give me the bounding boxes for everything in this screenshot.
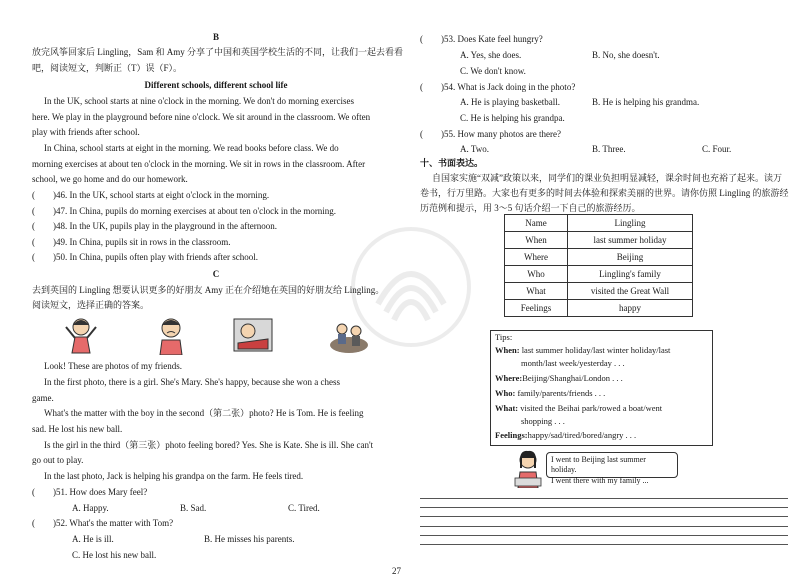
q51-option-c[interactable]: C. Tired. — [288, 503, 320, 513]
table-row — [505, 300, 693, 317]
tips-label: Tips: — [495, 332, 513, 342]
q55-option-c[interactable]: C. Four. — [702, 144, 732, 154]
table-key: Where — [505, 249, 568, 266]
q54-option-b[interactable]: B. He is helping his grandma. — [592, 97, 700, 107]
q53-option-b[interactable]: B. No, she doesn't. — [592, 50, 660, 60]
q52-option-a[interactable]: A. He is ill. — [72, 534, 114, 544]
writing-line[interactable] — [420, 507, 788, 508]
q54-option-c[interactable]: C. He is helping his grandpa. — [460, 113, 565, 123]
tips-feelings-key: Feelings: — [495, 430, 528, 440]
q54-option-a[interactable]: A. He is playing basketball. — [460, 97, 560, 107]
table-value: Lingling — [568, 215, 693, 232]
passage-b-p2-line-1: In China, school starts at eight in the morning. We read books before class. We do — [44, 143, 339, 153]
passage-b-p1-line-3: play with friends after school. — [32, 127, 140, 137]
q51-option-a[interactable]: A. Happy. — [72, 503, 109, 513]
travel-info-table — [504, 214, 693, 317]
section-b-intro-line-1: 放完风筝回家后 Lingling，Sam 和 Amy 分享了中国和英国学校生活的不同，让我们一起去看看 — [32, 47, 404, 57]
q52-option-b[interactable]: B. He misses his parents. — [204, 534, 295, 544]
question-52[interactable]: ( )52. What's the matter with Tom? — [32, 518, 174, 528]
passage-b-p2-line-2: morning exercises at about ten o'clock in the morning. We sit in rows in the classroom. After — [32, 159, 366, 169]
table-row — [505, 266, 693, 283]
tips-where-value: Beijing/Shanghai/London . . . — [522, 373, 623, 383]
passage-c-p4: In the last photo, Jack is helping his grandpa on the farm. He feels tired. — [44, 471, 304, 481]
q51-option-b[interactable]: B. Sad. — [180, 503, 207, 513]
farm-grandpa-illustration — [328, 313, 370, 355]
passage-c-p1-line-1: In the first photo, there is a girl. She's Mary. She's happy, because she won a chess — [44, 377, 341, 387]
table-value: last summer holiday — [568, 232, 693, 249]
q53-option-a[interactable]: A. Yes, she does. — [460, 50, 522, 60]
passage-b-p1-line-1: In the UK, school starts at nine o'clock in the morning. We don't do morning exercises — [44, 96, 355, 106]
table-value: visited the Great Wall — [568, 283, 693, 300]
table-key: Name — [505, 215, 568, 232]
happy-girl-illustration — [60, 313, 102, 355]
question-47[interactable]: ( )47. In China, pupils do morning exercises at about ten o'clock in the morning. — [32, 206, 337, 216]
tips-who-key: Who: — [495, 388, 516, 398]
tips-what-value-1: visited the Beihai park/rowed a boat/went — [520, 403, 663, 413]
question-50[interactable]: ( )50. In China, pupils often play with friends after school. — [32, 252, 258, 262]
q52-option-c[interactable]: C. He lost his new ball. — [72, 550, 157, 560]
section-c-intro-line-1: 去到英国的 Lingling 想要认识更多的好朋友 Amy 正在介绍她在英国的好朋友给 Lingling。 — [32, 285, 385, 295]
tips-when-value-2: month/last week/yesterday . . . — [521, 358, 625, 368]
table-key: What — [505, 283, 568, 300]
writing-heading: 十、书面表达。 — [420, 158, 484, 168]
tips-box — [490, 330, 713, 446]
tips-what-value-2: shopping . . . — [521, 416, 565, 426]
tips-when-key: When: — [495, 345, 520, 355]
passage-b-title: Different schools, different school life — [144, 80, 288, 90]
writing-line[interactable] — [420, 526, 788, 527]
passage-c-p3-line-2: go out to play. — [32, 455, 84, 465]
q55-option-b[interactable]: B. Three. — [592, 144, 626, 154]
table-key: Who — [505, 266, 568, 283]
passage-c-p1-line-2: game. — [32, 393, 54, 403]
lingling-illustration — [512, 448, 544, 488]
bubble-line-1: I went to Beijing last summer holiday. — [551, 455, 646, 475]
table-row — [505, 283, 693, 300]
speech-bubble — [546, 452, 678, 485]
page-number: 27 — [392, 566, 401, 576]
section-c-intro-line-2: 阅读短文，选择正确的答案。 — [32, 300, 150, 310]
tips-where-key: Where: — [495, 373, 523, 383]
passage-c-p3-line-1: Is the girl in the third（第三张）photo feeling bored? Yes. She is Kate. She is ill. She can't — [44, 440, 374, 450]
sick-girl-illustration — [232, 313, 274, 355]
writing-line[interactable] — [420, 544, 788, 545]
table-row — [505, 215, 693, 232]
question-54[interactable]: ( )54. What is Jack doing in the photo? — [420, 82, 576, 92]
sad-boy-illustration — [150, 313, 192, 355]
table-row — [505, 232, 693, 249]
passage-c-p2-line-2: sad. He lost his new ball. — [32, 424, 123, 434]
q53-option-c[interactable]: C. We don't know. — [460, 66, 526, 76]
table-value: happy — [568, 300, 693, 317]
question-48[interactable]: ( )48. In the UK, pupils play in the playground in the afternoon. — [32, 221, 277, 231]
passage-b-p2-line-3: school, we go home and do our homework. — [32, 174, 188, 184]
table-key: Feelings — [505, 300, 568, 317]
writing-line[interactable] — [420, 516, 788, 517]
section-c-heading: C — [212, 269, 220, 279]
writing-line[interactable] — [420, 535, 788, 536]
question-46[interactable]: ( )46. In the UK, school starts at eight o'clock in the morning. — [32, 190, 270, 200]
table-value: Lingling's family — [568, 266, 693, 283]
table-key: When — [505, 232, 568, 249]
question-55[interactable]: ( )55. How many photos are there? — [420, 129, 561, 139]
section-b-intro-line-2: 吧，阅读短文，判断正（T）误（F）。 — [32, 63, 183, 73]
table-row — [505, 249, 693, 266]
passage-c-p2-line-1: What's the matter with the boy in the second（第二张）photo? He is Tom. He is feeling — [44, 408, 364, 418]
tips-feelings-value: happy/sad/tired/bored/angry . . . — [527, 430, 637, 440]
writing-line[interactable] — [420, 498, 788, 499]
friend-photos — [32, 313, 400, 358]
table-value: Beijing — [568, 249, 693, 266]
bubble-line-2: I went there with my family ... — [551, 475, 649, 485]
passage-c-p0: Look! These are photos of my friends. — [44, 361, 183, 371]
tips-what-key: What: — [495, 403, 519, 413]
q55-option-a[interactable]: A. Two. — [460, 144, 489, 154]
tips-when-value-1: last summer holiday/last winter holiday/last — [521, 345, 671, 355]
passage-b-p1-line-2: here. We play in the playground before nine o'clock. We sit around in the classroom. We often — [32, 112, 371, 122]
question-53[interactable]: ( )53. Does Kate feel hungry? — [420, 34, 543, 44]
writing-prompt-line-3: 历范例和提示，用 3～5 句话介绍一下自己的旅游经历。 — [420, 203, 641, 213]
question-51[interactable]: ( )51. How does Mary feel? — [32, 487, 148, 497]
section-b-heading: B — [212, 32, 219, 42]
tips-who-value: family/parents/friends . . . — [517, 388, 606, 398]
writing-prompt-line-1: 自国家实施“双减”政策以来，同学们的课业负担明显减轻，课余时间也充裕了起来。读万 — [432, 173, 782, 183]
writing-prompt-line-2: 卷书，行万里路。大家也有更多的时间去体验和探索美丽的世界。请你仿照 Lingling 的旅游经 — [420, 188, 789, 198]
question-49[interactable]: ( )49. In China, pupils sit in rows in the classroom. — [32, 237, 231, 247]
